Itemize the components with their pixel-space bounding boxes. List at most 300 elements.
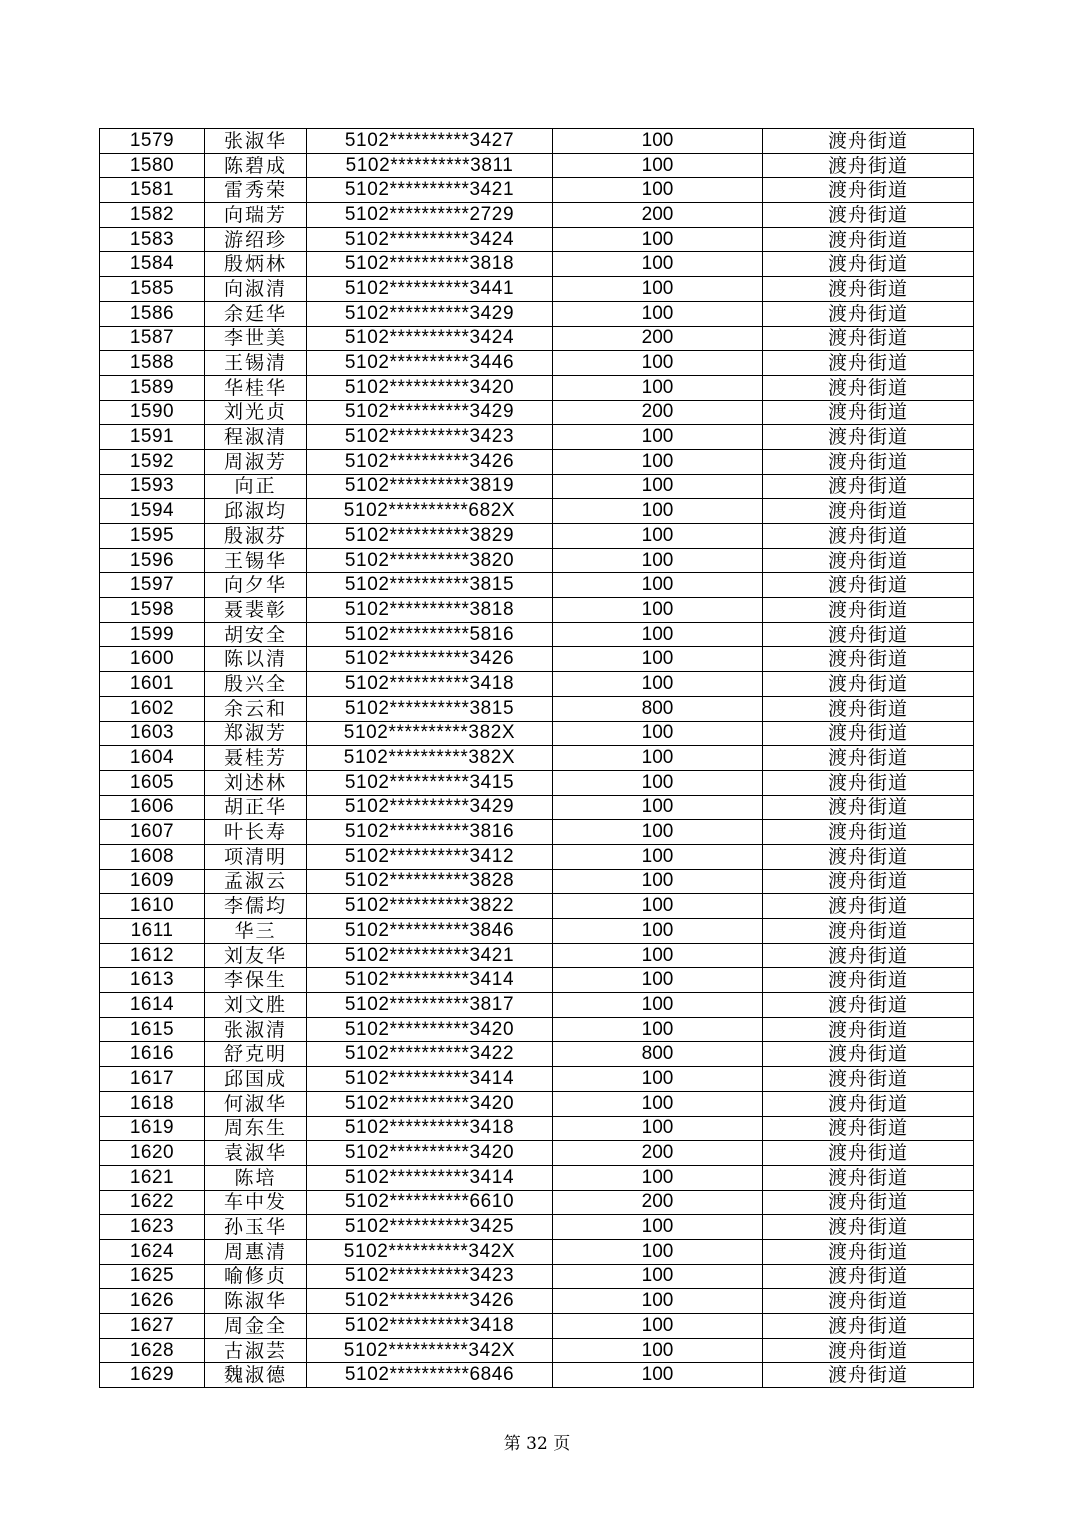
cell-id-number: 5102**********3423 (307, 1264, 553, 1289)
cell-serial-number: 1616 (100, 1042, 205, 1067)
cell-id-number: 5102**********3414 (307, 1067, 553, 1092)
table-row (100, 869, 974, 894)
cell-id-number: 5102**********382X (307, 746, 553, 771)
cell-serial-number: 1584 (100, 252, 205, 277)
cell-amount: 100 (553, 129, 763, 154)
cell-serial-number: 1592 (100, 449, 205, 474)
cell-street: 渡舟街道 (763, 375, 974, 400)
cell-street: 渡舟街道 (763, 1239, 974, 1264)
cell-amount: 100 (553, 153, 763, 178)
table-row (100, 1141, 974, 1166)
cell-amount: 100 (553, 1338, 763, 1363)
table-row (100, 795, 974, 820)
cell-amount: 200 (553, 400, 763, 425)
cell-street: 渡舟街道 (763, 993, 974, 1018)
cell-street: 渡舟街道 (763, 894, 974, 919)
cell-person-name: 李世美 (205, 326, 307, 351)
roster-table-body (100, 129, 974, 1388)
cell-street: 渡舟街道 (763, 943, 974, 968)
cell-id-number: 5102**********3441 (307, 277, 553, 302)
cell-serial-number: 1613 (100, 968, 205, 993)
cell-amount: 100 (553, 573, 763, 598)
cell-serial-number: 1585 (100, 277, 205, 302)
cell-serial-number: 1603 (100, 721, 205, 746)
cell-street: 渡舟街道 (763, 1165, 974, 1190)
cell-street: 渡舟街道 (763, 1289, 974, 1314)
table-row (100, 1091, 974, 1116)
cell-street: 渡舟街道 (763, 178, 974, 203)
cell-street: 渡舟街道 (763, 227, 974, 252)
cell-id-number: 5102**********2729 (307, 203, 553, 228)
cell-id-number: 5102**********5816 (307, 622, 553, 647)
cell-serial-number: 1617 (100, 1067, 205, 1092)
cell-person-name: 雷秀荣 (205, 178, 307, 203)
cell-amount: 100 (553, 820, 763, 845)
cell-street: 渡舟街道 (763, 622, 974, 647)
cell-id-number: 5102**********3418 (307, 1314, 553, 1339)
table-row (100, 449, 974, 474)
cell-person-name: 周东生 (205, 1116, 307, 1141)
table-row (100, 178, 974, 203)
cell-serial-number: 1599 (100, 622, 205, 647)
cell-person-name: 郑淑芳 (205, 721, 307, 746)
cell-id-number: 5102**********342X (307, 1239, 553, 1264)
cell-serial-number: 1622 (100, 1190, 205, 1215)
table-row (100, 1042, 974, 1067)
cell-amount: 100 (553, 1239, 763, 1264)
cell-serial-number: 1611 (100, 919, 205, 944)
cell-amount: 100 (553, 746, 763, 771)
cell-id-number: 5102**********3421 (307, 178, 553, 203)
cell-person-name: 王锡清 (205, 351, 307, 376)
cell-serial-number: 1604 (100, 746, 205, 771)
table-row (100, 474, 974, 499)
cell-id-number: 5102**********3421 (307, 943, 553, 968)
cell-person-name: 刘述林 (205, 770, 307, 795)
cell-amount: 100 (553, 499, 763, 524)
table-row (100, 993, 974, 1018)
cell-street: 渡舟街道 (763, 1017, 974, 1042)
cell-serial-number: 1583 (100, 227, 205, 252)
cell-person-name: 胡正华 (205, 795, 307, 820)
cell-street: 渡舟街道 (763, 153, 974, 178)
table-row (100, 844, 974, 869)
table-row (100, 400, 974, 425)
cell-amount: 100 (553, 301, 763, 326)
cell-id-number: 5102**********3811 (307, 153, 553, 178)
cell-person-name: 周惠清 (205, 1239, 307, 1264)
cell-amount: 100 (553, 449, 763, 474)
cell-serial-number: 1591 (100, 425, 205, 450)
cell-street: 渡舟街道 (763, 301, 974, 326)
table-row (100, 598, 974, 623)
cell-person-name: 王锡华 (205, 548, 307, 573)
cell-amount: 100 (553, 598, 763, 623)
table-row (100, 301, 974, 326)
cell-amount: 200 (553, 1190, 763, 1215)
cell-amount: 100 (553, 919, 763, 944)
cell-street: 渡舟街道 (763, 400, 974, 425)
cell-serial-number: 1579 (100, 129, 205, 154)
roster-table (99, 128, 974, 1388)
cell-person-name: 殷炳林 (205, 252, 307, 277)
cell-serial-number: 1601 (100, 672, 205, 697)
table-row (100, 721, 974, 746)
cell-street: 渡舟街道 (763, 499, 974, 524)
table-row (100, 524, 974, 549)
cell-amount: 100 (553, 375, 763, 400)
cell-street: 渡舟街道 (763, 721, 974, 746)
table-row (100, 968, 974, 993)
cell-street: 渡舟街道 (763, 1116, 974, 1141)
table-row (100, 573, 974, 598)
cell-amount: 100 (553, 1314, 763, 1339)
cell-serial-number: 1602 (100, 696, 205, 721)
page-number: 第 32 页 (503, 1434, 571, 1454)
cell-id-number: 5102**********3420 (307, 1141, 553, 1166)
cell-person-name: 陈淑华 (205, 1289, 307, 1314)
cell-serial-number: 1587 (100, 326, 205, 351)
table-row (100, 820, 974, 845)
cell-street: 渡舟街道 (763, 844, 974, 869)
cell-serial-number: 1580 (100, 153, 205, 178)
cell-person-name: 叶长寿 (205, 820, 307, 845)
cell-id-number: 5102**********3817 (307, 993, 553, 1018)
cell-person-name: 孟淑云 (205, 869, 307, 894)
cell-person-name: 向夕华 (205, 573, 307, 598)
cell-id-number: 5102**********382X (307, 721, 553, 746)
cell-id-number: 5102**********6610 (307, 1190, 553, 1215)
cell-person-name: 程淑清 (205, 425, 307, 450)
table-row (100, 252, 974, 277)
table-row (100, 1215, 974, 1240)
cell-serial-number: 1596 (100, 548, 205, 573)
cell-serial-number: 1595 (100, 524, 205, 549)
table-row (100, 351, 974, 376)
cell-street: 渡舟街道 (763, 746, 974, 771)
cell-serial-number: 1629 (100, 1363, 205, 1388)
cell-person-name: 古淑芸 (205, 1338, 307, 1363)
cell-person-name: 余廷华 (205, 301, 307, 326)
cell-street: 渡舟街道 (763, 1190, 974, 1215)
cell-person-name: 向正 (205, 474, 307, 499)
cell-amount: 800 (553, 696, 763, 721)
cell-amount: 200 (553, 1141, 763, 1166)
table-row (100, 770, 974, 795)
cell-street: 渡舟街道 (763, 252, 974, 277)
cell-amount: 100 (553, 894, 763, 919)
cell-amount: 100 (553, 252, 763, 277)
cell-id-number: 5102**********3425 (307, 1215, 553, 1240)
cell-id-number: 5102**********3426 (307, 449, 553, 474)
table-row (100, 277, 974, 302)
cell-person-name: 喻修贞 (205, 1264, 307, 1289)
cell-amount: 100 (553, 524, 763, 549)
cell-amount: 100 (553, 178, 763, 203)
cell-street: 渡舟街道 (763, 573, 974, 598)
table-row (100, 919, 974, 944)
cell-amount: 100 (553, 1091, 763, 1116)
cell-id-number: 5102**********3427 (307, 129, 553, 154)
table-row (100, 1017, 974, 1042)
cell-id-number: 5102**********3423 (307, 425, 553, 450)
table-row (100, 1067, 974, 1092)
cell-person-name: 刘友华 (205, 943, 307, 968)
cell-street: 渡舟街道 (763, 277, 974, 302)
cell-amount: 100 (553, 548, 763, 573)
cell-serial-number: 1623 (100, 1215, 205, 1240)
cell-amount: 100 (553, 1116, 763, 1141)
cell-street: 渡舟街道 (763, 1338, 974, 1363)
cell-id-number: 5102**********3815 (307, 696, 553, 721)
cell-id-number: 5102**********3829 (307, 524, 553, 549)
cell-serial-number: 1586 (100, 301, 205, 326)
cell-person-name: 刘光贞 (205, 400, 307, 425)
cell-person-name: 向瑞芳 (205, 203, 307, 228)
table-row (100, 499, 974, 524)
cell-street: 渡舟街道 (763, 696, 974, 721)
cell-person-name: 殷兴全 (205, 672, 307, 697)
cell-serial-number: 1594 (100, 499, 205, 524)
cell-id-number: 5102**********3846 (307, 919, 553, 944)
cell-serial-number: 1625 (100, 1264, 205, 1289)
cell-id-number: 5102**********3426 (307, 647, 553, 672)
cell-person-name: 华桂华 (205, 375, 307, 400)
cell-street: 渡舟街道 (763, 820, 974, 845)
cell-street: 渡舟街道 (763, 203, 974, 228)
cell-person-name: 陈培 (205, 1165, 307, 1190)
cell-amount: 100 (553, 1067, 763, 1092)
cell-serial-number: 1607 (100, 820, 205, 845)
cell-serial-number: 1589 (100, 375, 205, 400)
cell-street: 渡舟街道 (763, 598, 974, 623)
cell-amount: 100 (553, 1264, 763, 1289)
table-row (100, 153, 974, 178)
cell-serial-number: 1608 (100, 844, 205, 869)
cell-id-number: 5102**********342X (307, 1338, 553, 1363)
cell-person-name: 陈以清 (205, 647, 307, 672)
cell-id-number: 5102**********3818 (307, 252, 553, 277)
cell-street: 渡舟街道 (763, 672, 974, 697)
cell-street: 渡舟街道 (763, 770, 974, 795)
cell-person-name: 车中发 (205, 1190, 307, 1215)
cell-id-number: 5102**********3819 (307, 474, 553, 499)
table-row (100, 227, 974, 252)
cell-street: 渡舟街道 (763, 1264, 974, 1289)
table-row (100, 1264, 974, 1289)
cell-id-number: 5102**********3828 (307, 869, 553, 894)
cell-person-name: 邱国成 (205, 1067, 307, 1092)
cell-street: 渡舟街道 (763, 1042, 974, 1067)
cell-id-number: 5102**********3422 (307, 1042, 553, 1067)
table-row (100, 746, 974, 771)
cell-street: 渡舟街道 (763, 647, 974, 672)
cell-amount: 100 (553, 993, 763, 1018)
cell-serial-number: 1606 (100, 795, 205, 820)
table-row (100, 1190, 974, 1215)
cell-street: 渡舟街道 (763, 1363, 974, 1388)
cell-id-number: 5102**********3418 (307, 1116, 553, 1141)
cell-id-number: 5102**********3429 (307, 301, 553, 326)
cell-id-number: 5102**********3418 (307, 672, 553, 697)
cell-person-name: 孙玉华 (205, 1215, 307, 1240)
table-row (100, 672, 974, 697)
cell-person-name: 陈碧成 (205, 153, 307, 178)
cell-person-name: 何淑华 (205, 1091, 307, 1116)
cell-street: 渡舟街道 (763, 326, 974, 351)
cell-serial-number: 1610 (100, 894, 205, 919)
cell-id-number: 5102**********3414 (307, 968, 553, 993)
cell-amount: 100 (553, 968, 763, 993)
cell-id-number: 5102**********3822 (307, 894, 553, 919)
cell-street: 渡舟街道 (763, 1314, 974, 1339)
cell-serial-number: 1605 (100, 770, 205, 795)
cell-id-number: 5102**********3820 (307, 548, 553, 573)
cell-serial-number: 1627 (100, 1314, 205, 1339)
table-row (100, 1338, 974, 1363)
cell-person-name: 聂桂芳 (205, 746, 307, 771)
cell-id-number: 5102**********3424 (307, 227, 553, 252)
cell-id-number: 5102**********3420 (307, 375, 553, 400)
cell-amount: 100 (553, 277, 763, 302)
table-row (100, 943, 974, 968)
cell-person-name: 魏淑德 (205, 1363, 307, 1388)
cell-amount: 100 (553, 647, 763, 672)
cell-id-number: 5102**********3420 (307, 1091, 553, 1116)
cell-id-number: 5102**********3429 (307, 795, 553, 820)
cell-person-name: 舒克明 (205, 1042, 307, 1067)
cell-person-name: 袁淑华 (205, 1141, 307, 1166)
cell-amount: 100 (553, 1289, 763, 1314)
cell-street: 渡舟街道 (763, 129, 974, 154)
cell-serial-number: 1597 (100, 573, 205, 598)
cell-serial-number: 1624 (100, 1239, 205, 1264)
cell-id-number: 5102**********3420 (307, 1017, 553, 1042)
cell-amount: 100 (553, 474, 763, 499)
cell-amount: 200 (553, 203, 763, 228)
cell-street: 渡舟街道 (763, 524, 974, 549)
table-row (100, 622, 974, 647)
cell-serial-number: 1590 (100, 400, 205, 425)
table-row (100, 1363, 974, 1388)
cell-street: 渡舟街道 (763, 474, 974, 499)
cell-street: 渡舟街道 (763, 869, 974, 894)
cell-person-name: 周淑芳 (205, 449, 307, 474)
cell-id-number: 5102**********3446 (307, 351, 553, 376)
cell-serial-number: 1609 (100, 869, 205, 894)
table-row (100, 1314, 974, 1339)
cell-amount: 100 (553, 1165, 763, 1190)
cell-id-number: 5102**********3816 (307, 820, 553, 845)
cell-person-name: 李儒均 (205, 894, 307, 919)
cell-id-number: 5102**********3424 (307, 326, 553, 351)
cell-id-number: 5102**********3415 (307, 770, 553, 795)
cell-amount: 100 (553, 721, 763, 746)
cell-person-name: 游绍珍 (205, 227, 307, 252)
cell-amount: 100 (553, 1017, 763, 1042)
cell-serial-number: 1626 (100, 1289, 205, 1314)
cell-person-name: 项清明 (205, 844, 307, 869)
cell-serial-number: 1628 (100, 1338, 205, 1363)
cell-id-number: 5102**********3414 (307, 1165, 553, 1190)
cell-person-name: 华三 (205, 919, 307, 944)
cell-person-name: 李保生 (205, 968, 307, 993)
table-row (100, 129, 974, 154)
cell-serial-number: 1593 (100, 474, 205, 499)
table-row (100, 203, 974, 228)
cell-serial-number: 1620 (100, 1141, 205, 1166)
cell-amount: 100 (553, 351, 763, 376)
cell-amount: 100 (553, 1215, 763, 1240)
cell-serial-number: 1614 (100, 993, 205, 1018)
cell-id-number: 5102**********682X (307, 499, 553, 524)
cell-serial-number: 1619 (100, 1116, 205, 1141)
cell-id-number: 5102**********3412 (307, 844, 553, 869)
table-row (100, 1116, 974, 1141)
cell-id-number: 5102**********3818 (307, 598, 553, 623)
cell-person-name: 邱淑均 (205, 499, 307, 524)
cell-amount: 100 (553, 622, 763, 647)
cell-amount: 100 (553, 672, 763, 697)
table-row (100, 647, 974, 672)
table-row (100, 425, 974, 450)
cell-amount: 200 (553, 326, 763, 351)
cell-amount: 800 (553, 1042, 763, 1067)
cell-amount: 100 (553, 844, 763, 869)
cell-street: 渡舟街道 (763, 1141, 974, 1166)
cell-amount: 100 (553, 1363, 763, 1388)
cell-serial-number: 1581 (100, 178, 205, 203)
table-row (100, 326, 974, 351)
cell-serial-number: 1600 (100, 647, 205, 672)
table-row (100, 1165, 974, 1190)
table-row (100, 1289, 974, 1314)
cell-amount: 100 (553, 869, 763, 894)
cell-serial-number: 1618 (100, 1091, 205, 1116)
cell-person-name: 殷淑芬 (205, 524, 307, 549)
cell-person-name: 张淑清 (205, 1017, 307, 1042)
cell-amount: 100 (553, 943, 763, 968)
cell-street: 渡舟街道 (763, 425, 974, 450)
cell-amount: 100 (553, 227, 763, 252)
cell-serial-number: 1582 (100, 203, 205, 228)
cell-person-name: 胡安全 (205, 622, 307, 647)
cell-person-name: 刘文胜 (205, 993, 307, 1018)
cell-serial-number: 1598 (100, 598, 205, 623)
cell-street: 渡舟街道 (763, 968, 974, 993)
cell-serial-number: 1615 (100, 1017, 205, 1042)
cell-street: 渡舟街道 (763, 449, 974, 474)
table-row (100, 696, 974, 721)
cell-street: 渡舟街道 (763, 351, 974, 376)
cell-person-name: 聂裴彰 (205, 598, 307, 623)
table-row (100, 375, 974, 400)
cell-person-name: 周金全 (205, 1314, 307, 1339)
cell-amount: 100 (553, 795, 763, 820)
cell-id-number: 5102**********3426 (307, 1289, 553, 1314)
cell-serial-number: 1621 (100, 1165, 205, 1190)
cell-amount: 100 (553, 425, 763, 450)
cell-street: 渡舟街道 (763, 919, 974, 944)
cell-amount: 100 (553, 770, 763, 795)
cell-person-name: 向淑清 (205, 277, 307, 302)
cell-id-number: 5102**********3815 (307, 573, 553, 598)
cell-street: 渡舟街道 (763, 1067, 974, 1092)
cell-street: 渡舟街道 (763, 1091, 974, 1116)
cell-serial-number: 1588 (100, 351, 205, 376)
cell-person-name: 张淑华 (205, 129, 307, 154)
table-row (100, 548, 974, 573)
